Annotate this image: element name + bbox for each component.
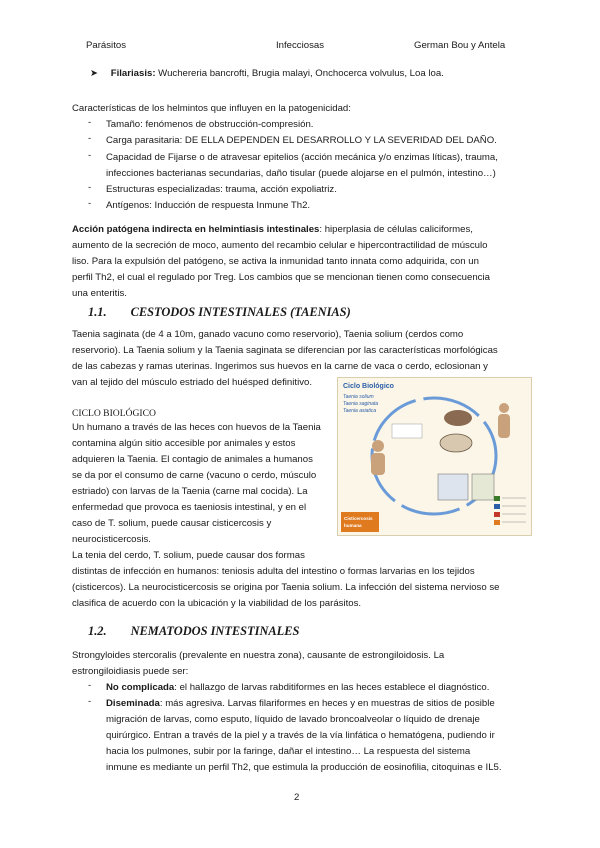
filariasis-text: Wuchereria bancrofti, Brugia malayi, Onchocerca volvulus, Loa loa. xyxy=(155,68,444,79)
header-left: Parásitos xyxy=(86,40,126,51)
figure-species-2: Taenia saginata xyxy=(343,401,379,407)
ciclo-title: CICLO BIOLÓGICO xyxy=(72,408,156,419)
arrow-bullet-icon: ➤ xyxy=(90,68,99,79)
helmintos-title: Características de los helmintos que influyen en la patogenicidad: xyxy=(72,103,351,114)
figure-species-1: Taenia solium xyxy=(343,394,374,400)
filariasis-label: Filariasis: xyxy=(110,68,156,79)
life-cycle-figure xyxy=(337,377,532,536)
header-right: German Bou y Antela xyxy=(414,40,506,51)
header-center: Infecciosas xyxy=(276,40,324,51)
life-cycle-illustration xyxy=(338,378,531,535)
svg-text:humana: humana xyxy=(344,523,362,528)
svg-text:Cisticercosis: Cisticercosis xyxy=(344,516,373,521)
page-number: 2 xyxy=(294,792,300,803)
figure-title: Ciclo Biológico xyxy=(343,383,394,390)
figure-species-3: Taenia asiatica xyxy=(343,408,377,414)
filariasis-item xyxy=(90,68,444,79)
section-heading-1-2: 1.2. NEMATODOS INTESTINALES xyxy=(88,624,300,638)
section-heading-1-1: 1.1. CESTODOS INTESTINALES (TAENIAS) xyxy=(88,305,351,319)
